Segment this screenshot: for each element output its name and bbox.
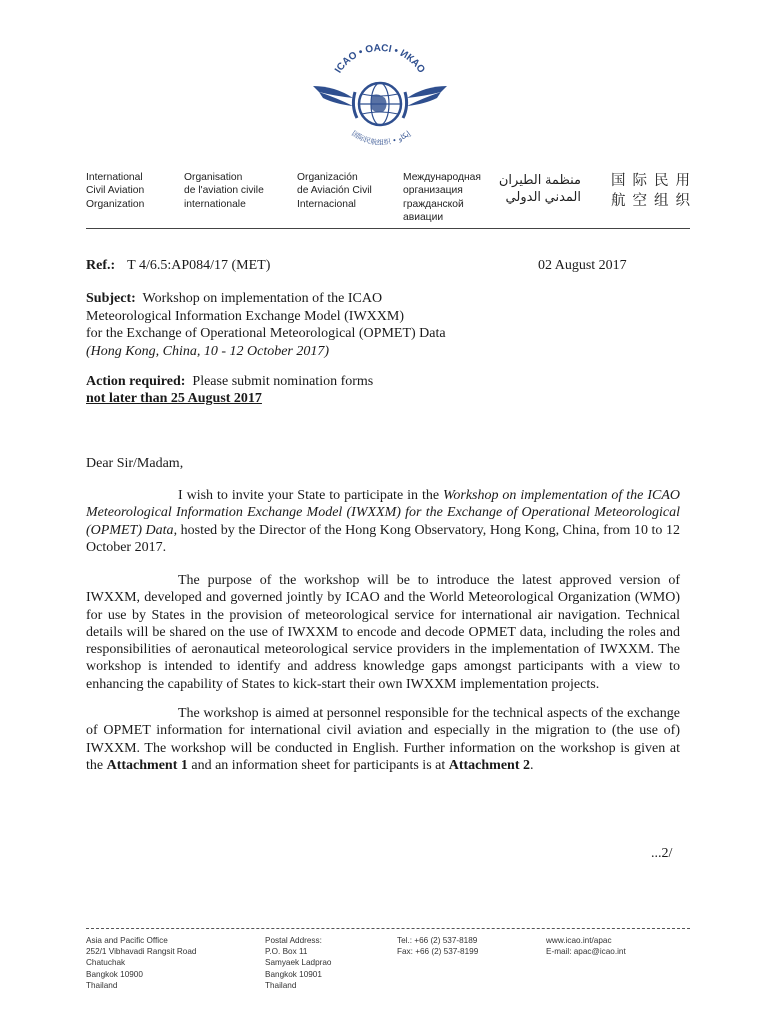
paragraph-text: The purpose of the workshop will be to introduce the latest approved version of IWXXM, developed and governed jointly by ICAO and the World Meteorological Organization (WMO) for use by States in the provision of meteorological service for international air navigation. Technical details will be shared on the use of IWXXM to encode and decode OPMET data, including the roles and responsibilities of aeronautical meteorological service providers in the implementation of IWXXM. The workshop is intended to identify and address knowledge gaps amongst participants with a view to enhancing the capability of States to kick-start their own IWXXM implementation projects. [86,573,680,692]
header-arabic-line: منظمة الطيران [498,172,581,187]
subject-label: Subject: [86,291,136,306]
subject-block [86,290,446,360]
logo-ring-text: ICAO • OACI • ИКАО [333,42,427,76]
footer-line: Asia and Pacific Office [86,936,168,945]
page-number: ...2/ [651,846,673,861]
header-arabic-line: المدني الدولي [505,189,581,204]
header-spanish-line: de Aviación Civil [297,185,372,197]
footer-line: Bangkok 10901 [265,969,322,979]
workshop-title: Workshop on implementation of the ICAO Meteorological Information Exchange Model (IWXXM) for the Exchange of Operational Meteorological (OPMET) Data [86,488,680,538]
footer-line: Tel.: +66 (2) 537-8189 [397,936,478,945]
header-french [184,171,264,211]
icao-emblem-logo [305,36,455,151]
subject-line: Workshop on implementation of the ICAO [142,291,383,306]
header-spanish-line: Internacional [297,198,356,210]
paragraph-text: I wish to invite your State to participate in the [178,488,443,503]
header-russian-line: организация [403,185,463,197]
footer-line: Fax: +66 (2) 537-8199 [397,947,479,957]
logo-ring-text-bottom: 国际民航组织 • إيكاو [350,129,412,147]
header-russian-line: гражданской [403,198,464,210]
paragraph-audience [86,705,680,774]
header-chinese [611,171,697,211]
letter-date: 02 August 2017 [538,258,627,273]
paragraph-text: The workshop is aimed at personnel responsible for the technical aspects of the exchange of OPMET information for international civil aviation and especially in the migration to (the use of) IWXXM. The workshop will be conducted in English. Further information on the workshop is given at the [86,706,680,773]
footer-line: Thailand [86,980,118,990]
svg-text:国际民航组织 • إيكاو [350,129,412,147]
attachment-2-ref: Attachment 2 [448,757,531,773]
action-block [86,373,373,407]
attachment-1-ref: Attachment 1 [106,757,188,773]
footer-divider [86,928,690,929]
header-english-line: Organization [86,198,145,210]
header-spanish-line: Organización [297,172,358,183]
header-french-line: Organisation [184,172,243,183]
subject-location: (Hong Kong, China, 10 - 12 October 2017) [86,343,330,359]
footer-website-link[interactable]: www.icao.int/apac [546,936,612,945]
svg-text:ICAO • OACI • ИКАО [333,43,427,76]
footer-line: 252/1 Vibhavadi Rangsit Road [86,947,197,957]
header-chinese-line: 国际民用 [611,173,697,189]
header-english-line: Civil Aviation [86,185,145,197]
footer-line: Bangkok 10900 [86,969,143,979]
footer-postal-address [265,935,331,991]
header-russian-line: авиации [403,212,444,224]
footer-office-address [86,935,196,991]
subject-line: Meteorological Information Exchange Model (IWXXM) [86,308,405,324]
reference-label: Ref.: [86,258,116,273]
paragraph-purpose [86,572,680,693]
footer-email-link[interactable]: E-mail: apac@icao.int [546,947,626,957]
header-arabic [498,171,581,205]
reference-value: T 4/6.5:AP084/17 (MET) [127,258,271,273]
header-french-line: internationale [184,198,246,210]
salutation: Dear Sir/Madam, [86,456,184,471]
reference-line [86,258,270,274]
footer-line: Postal Address: [265,936,322,945]
action-text: Please submit nomination forms [192,374,374,389]
paragraph-text: and an information sheet for participants is at [187,757,449,773]
footer-phone-fax [397,935,478,957]
footer-web-email [546,935,626,957]
header-chinese-line: 航空组织 [611,193,697,209]
action-deadline: not later than 25 August 2017 [86,391,262,406]
footer-line: Chatuchak [86,958,126,968]
paragraph-text: , hosted by the Director of the Hong Kong Observatory, Hong Kong, China, from 10 to 12 October 2017. [86,522,680,555]
header-russian [403,171,481,225]
header-russian-line: Международная [403,172,481,183]
footer-line: Thailand [265,980,297,990]
header-french-line: de l'aviation civile [184,185,264,197]
header-english [86,171,144,211]
header-english-line: International [86,172,143,183]
paragraph-invitation [86,487,680,556]
paragraph-text: . [530,757,534,773]
action-label: Action required: [86,374,186,389]
subject-line: for the Exchange of Operational Meteorological (OPMET) Data [86,326,446,341]
header-spanish [297,171,372,211]
footer-line: Samyaek Ladprao [265,958,332,968]
header-divider [86,228,690,229]
footer-line: P.O. Box 11 [265,947,308,957]
